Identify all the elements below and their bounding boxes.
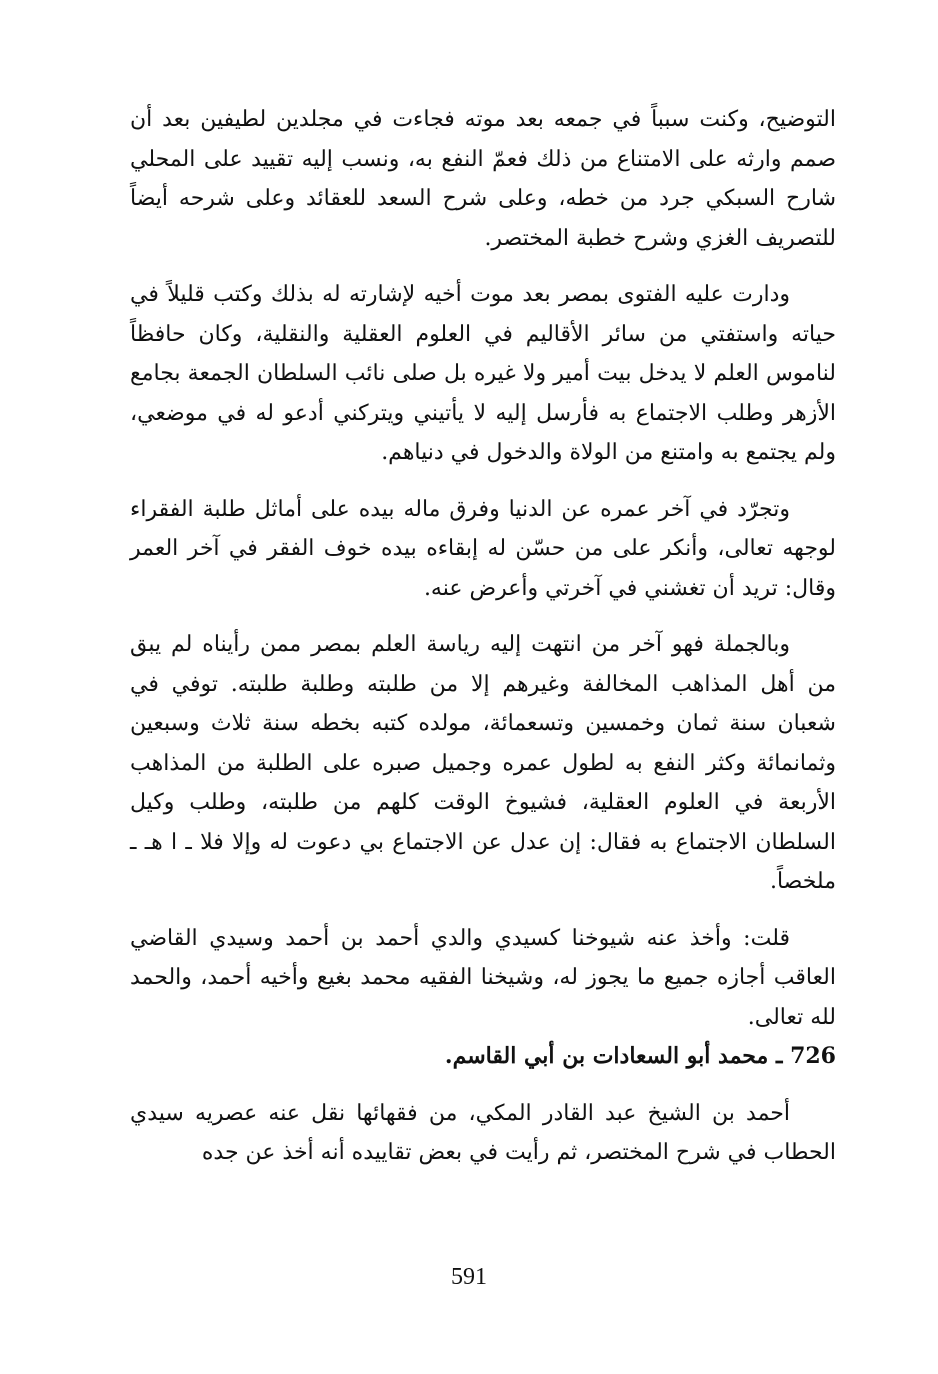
paragraph-2: ودارت عليه الفتوى بمصر بعد موت أخيه لإشارته له بذلك وكتب قليلاً في حياته واستفتي من سائر الأقاليم في العلوم العقلية والنقلية، وكان حافظاً لناموس العلم لا يدخل بيت أمير ولا غيره بل صلى نائب السلطان الجمعة بجامع الأزهر وطلب الاجتماع به فأرسل إليه لا يأتيني ويتركني أدعو له في موضعي، ولم يجتمع به وامتنع من الولاة والدخول في دنياهم. bbox=[130, 282, 836, 465]
paragraph-6: أحمد بن الشيخ عبد القادر المكي، من فقهائها نقل عنه عصريه سيدي الحطاب في شرح المختصر، ثم رأيت في بعض تقاييده أنه أخذ عن جده bbox=[130, 1100, 836, 1165]
paragraph-4: وبالجملة فهو آخر من انتهت إليه رياسة العلم بمصر ممن رأيناه لم يبق من أهل المذاهب المخالفة وغيرهم إلا من طلبته وطلبة طلبته. توفي في شعبان سنة ثمان وخمسين وتسعمائة، مولده كتبه بخطه سنة ثلاث وسبعين وثمانمائة وكثر النفع به لطول عمره وجميل صبره على الطلبة من المذاهب الأربعة في العلوم العقلية، فشيوخ الوقت كلهم من طلبته، وطلب وكيل السلطان الاجتماع به فقال: إن عدل عن الاجتماع بي دعوت له وإلا فلا ـ ا هـ ـ ملخصاً. bbox=[130, 632, 837, 894]
paragraph-1: التوضيح، وكنت سبباً في جمعه بعد موته فجاءت في مجلدين لطيفين بعد أن صمم وارثه على الامتناع من ذلك فعمّ النفع به، ونسب إليه تقييد على المحلي شارح السبكي جرد من خطه، وعلى شرح السعد للعقائد وعلى شرحه أيضاً للتصريف الغزي وشرح خطبة المختصر. bbox=[130, 107, 837, 251]
paragraph-3: وتجرّد في آخر عمره عن الدنيا وفرق ماله بيده على أماثل طلبة الفقراء لوجهه تعالى، وأنكر على من حسّن له إبقاءه بيده خوف الفقر في آخر العمر وقال: تريد أن تغشني في آخرتي وأعرض عنه. bbox=[130, 496, 836, 601]
page-number: 591 bbox=[451, 1264, 487, 1290]
paragraph-5: قلت: وأخذ عنه شيوخنا كسيدي والدي أحمد بن أحمد وسيدي القاضي العاقب أجازه جميع ما يجوز له، وشيخنا الفقيه محمد بغيع وأخيه أحمد، والحمد لله تعالى. bbox=[130, 925, 836, 1030]
entry-title: محمد أبو السعادات بن أبي القاسم. bbox=[444, 1043, 769, 1069]
entry-heading bbox=[130, 1037, 836, 1077]
text-column bbox=[130, 100, 836, 1173]
entry-number: 726 ـ bbox=[775, 1043, 836, 1069]
